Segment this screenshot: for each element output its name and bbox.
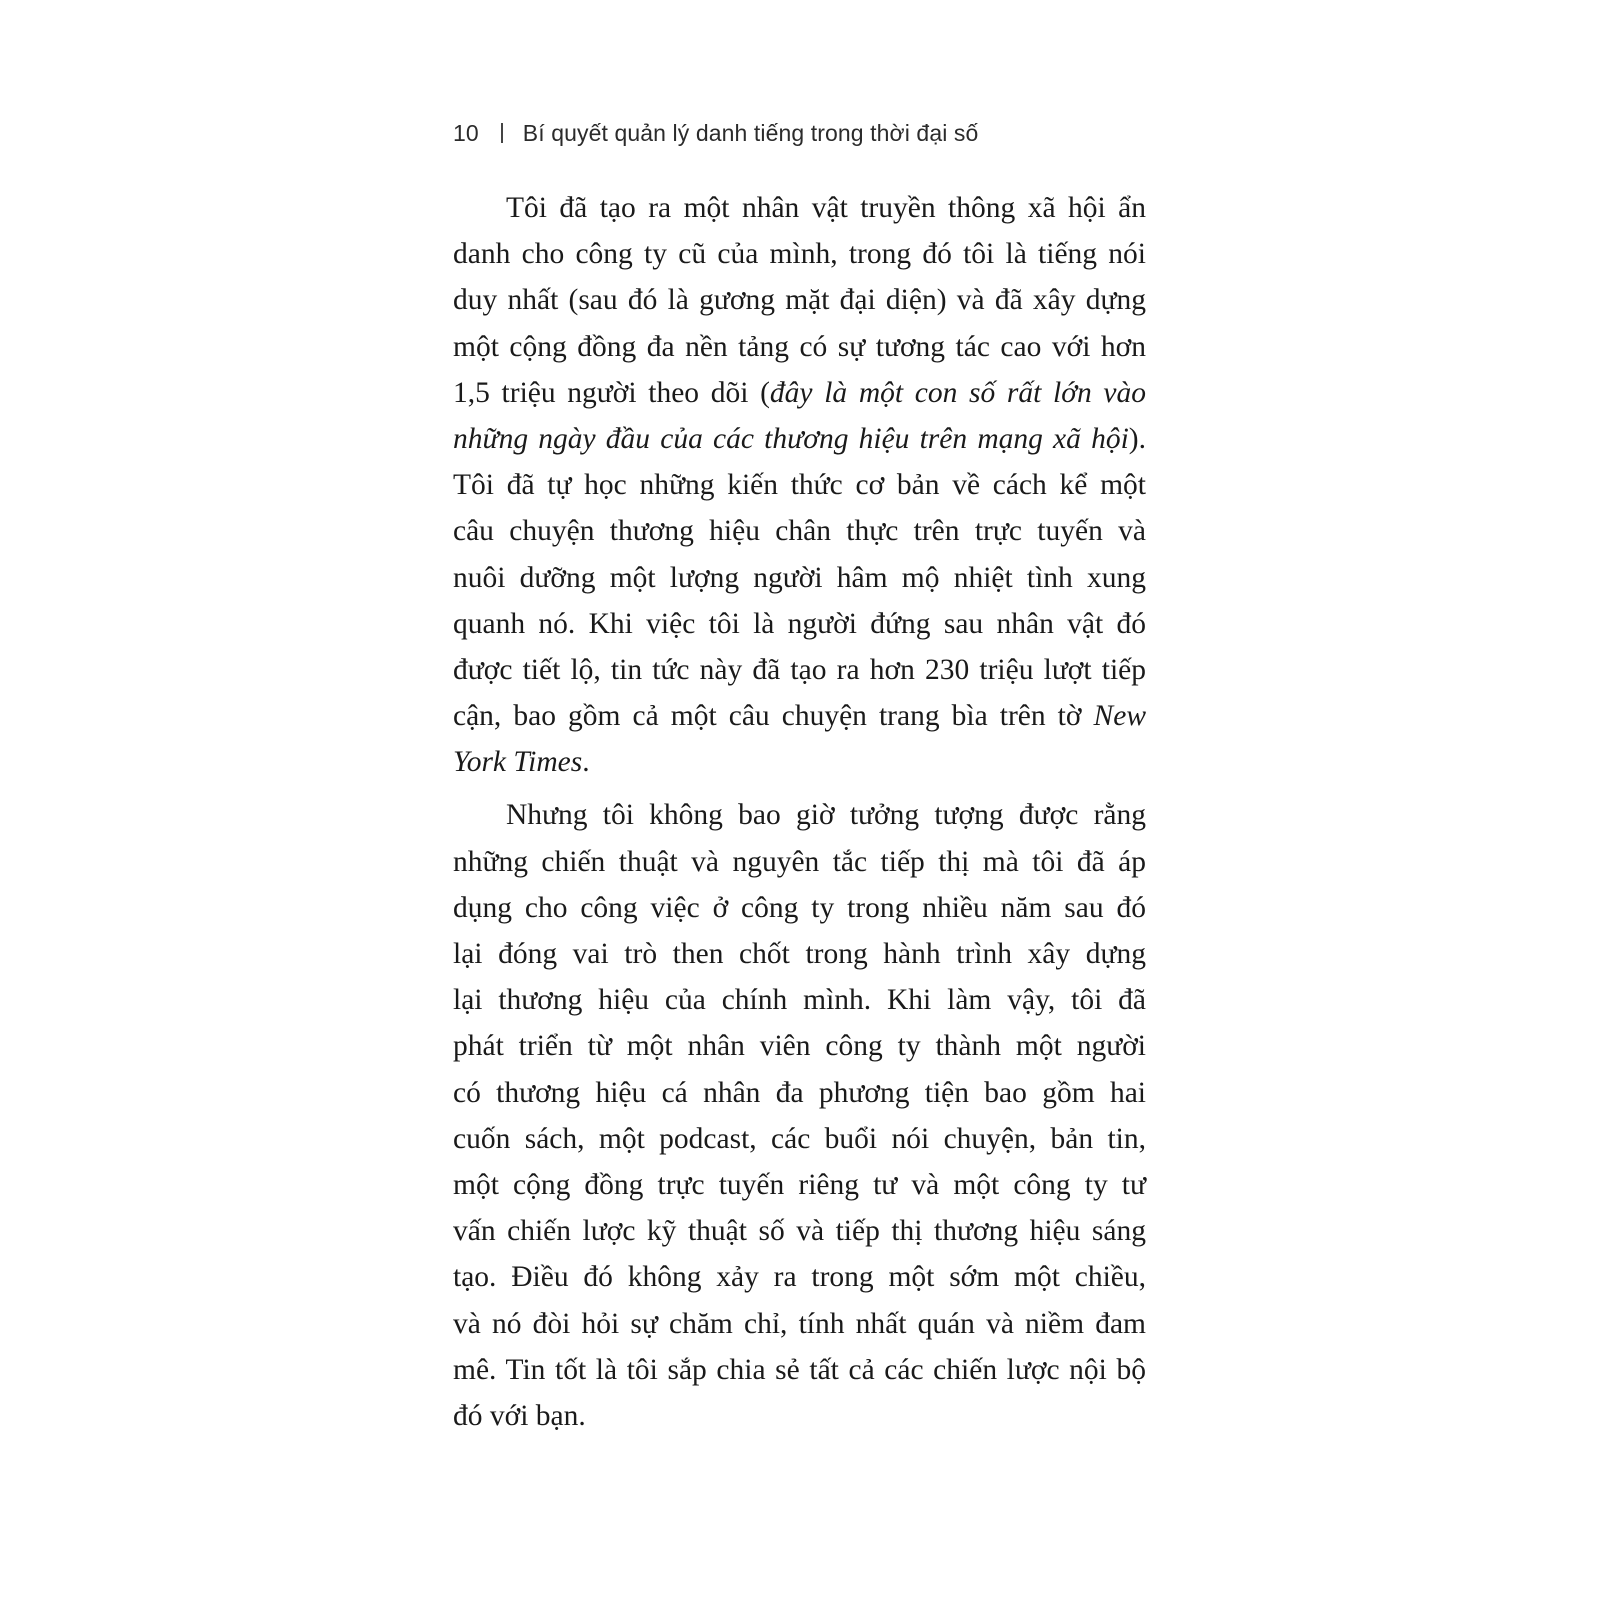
paragraph-1-line-13: York Times.	[453, 746, 590, 779]
paragraph-1-line-10: quanh nó. Khi việc tôi là người đứng sau nhân vật đó	[453, 607, 1146, 640]
paragraph-1-line-9: nuôi dưỡng một lượng người hâm mộ nhiệt tình xung	[453, 561, 1146, 594]
running-header	[453, 120, 978, 147]
paragraph-2-line-11: tạo. Điều đó không xảy ra trong một sớm một chiều,	[453, 1261, 1146, 1294]
book-title: Bí quyết quản lý danh tiếng trong thời đại số	[522, 120, 979, 146]
paragraph-1-line-5: 1,5 triệu người theo dõi (đây là một con số rất lớn vào	[453, 376, 1146, 409]
italic-aside: đây là một con số rất lớn vào	[769, 376, 1146, 409]
italic-aside: những ngày đầu của các thương hiệu trên mạng xã hội	[453, 422, 1129, 455]
paragraph-2-line-9: một cộng đồng trực tuyến riêng tư và một công ty tư	[453, 1168, 1146, 1201]
paragraph-2-line-7: có thương hiệu cá nhân đa phương tiện bao gồm hai	[453, 1076, 1146, 1109]
italic-publication: New	[1093, 700, 1146, 733]
paragraph-1-line-4: một cộng đồng đa nền tảng có sự tương tác cao với hơn	[453, 330, 1146, 363]
paragraph-1-line-12: cận, bao gồm cả một câu chuyện trang bìa trên tờ New	[453, 700, 1146, 733]
paragraph-2-line-3: dụng cho công việc ở công ty trong nhiều năm sau đó	[453, 891, 1146, 924]
paragraph-2-line-12: và nó đòi hỏi sự chăm chỉ, tính nhất quán và niềm đam	[453, 1307, 1146, 1340]
paragraph-1-line-8: câu chuyện thương hiệu chân thực trên trực tuyến và	[453, 515, 1146, 548]
paragraph-2-line-8: cuốn sách, một podcast, các buổi nói chuyện, bản tin,	[453, 1122, 1146, 1155]
header-separator	[501, 123, 503, 143]
paragraph-2-line-10: vấn chiến lược kỹ thuật số và tiếp thị thương hiệu sáng	[453, 1215, 1146, 1248]
paragraph-1-line-11: được tiết lộ, tin tức này đã tạo ra hơn 230 triệu lượt tiếp	[453, 653, 1146, 686]
paragraph-1-line-6: những ngày đầu của các thương hiệu trên mạng xã hội).	[453, 422, 1146, 455]
paragraph-2-line-14: đó với bạn.	[453, 1399, 586, 1432]
paragraph-2-line-5: lại thương hiệu của chính mình. Khi làm vậy, tôi đã	[453, 984, 1146, 1017]
page-number: 10	[453, 120, 479, 146]
paragraph-1-line-7: Tôi đã tự học những kiến thức cơ bản về cách kể một	[453, 469, 1146, 502]
paragraph-1-line-1: Tôi đã tạo ra một nhân vật truyền thông xã hội ẩn	[506, 192, 1146, 224]
paragraph-1-line-3: duy nhất (sau đó là gương mặt đại diện) và đã xây dựng	[453, 284, 1146, 317]
paragraph-2-line-2: những chiến thuật và nguyên tắc tiếp thị mà tôi đã áp	[453, 845, 1146, 878]
paragraph-1-line-2: danh cho công ty cũ của mình, trong đó tôi là tiếng nói	[453, 238, 1146, 271]
paragraph-2-line-13: mê. Tin tốt là tôi sắp chia sẻ tất cả các chiến lược nội bộ	[453, 1353, 1146, 1386]
italic-publication: York Times	[453, 746, 583, 779]
paragraph-spacer	[453, 785, 1146, 792]
paragraph-2-line-1: Nhưng tôi không bao giờ tưởng tượng được rằng	[506, 799, 1146, 832]
body-text	[453, 185, 1146, 1439]
paragraph-2-line-4: lại đóng vai trò then chốt trong hành trình xây dựng	[453, 938, 1146, 970]
paragraph-2-line-6: phát triển từ một nhân viên công ty thành một người	[453, 1030, 1146, 1063]
